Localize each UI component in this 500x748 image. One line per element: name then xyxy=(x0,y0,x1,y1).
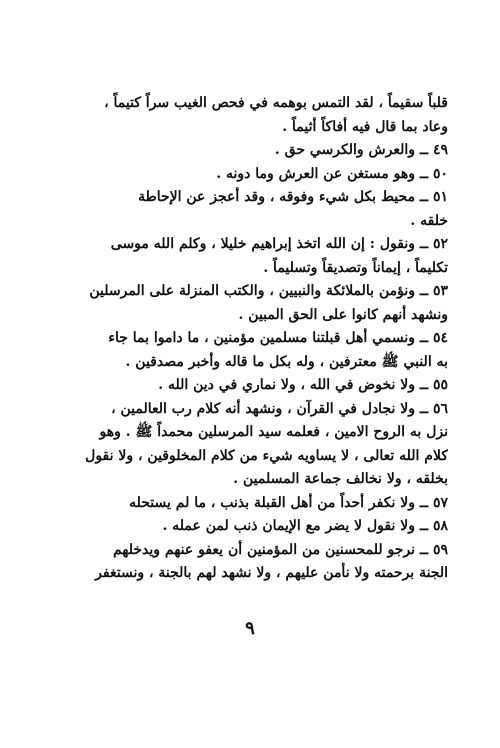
text-line-3: ٤٩ ــ والعرش والكرسي حق . xyxy=(274,142,448,158)
text-line-16: كلام الله تعالى ، لا يساويه شيء من كلام المخلوقين ، ولا نقول xyxy=(85,447,448,464)
page-number: ٩ xyxy=(245,618,255,639)
text-line-13: ٥٥ ــ ولا نخوض في الله ، ولا نماري في دين الله . xyxy=(158,377,448,393)
text-line-20: ٥٩ ــ نرجو للمحسنين من المؤمنين أن يعفو عنهم ويدخلهم xyxy=(112,541,448,558)
text-line-19: ٥٨ ــ ولا نقول لا يضر مع الإيمان ذنب لمن عمله . xyxy=(162,518,448,534)
text-line-21: الجنة برحمته ولا نأمن عليهم ، ولا نشهد لهم بالجنة ، ونستغفر xyxy=(95,565,448,581)
text-line-11: ٥٤ ــ ونسمي أهل قبلتنا مسلمين مؤمنين ، ما داموا بما جاء xyxy=(108,330,448,346)
text-line-8: تكليماً ، إيماناً وتصديقاً وتسليماً . xyxy=(263,259,448,276)
text-line-4: ٥٠ ــ وهو مستغن عن العرش وما دونه . xyxy=(216,165,448,182)
text-line-6: خلقه . xyxy=(410,212,448,229)
body-text xyxy=(50,92,448,586)
text-line-5: ٥١ ــ محيط بكل شيء وفوقه ، وقد أعجز عن الإحاطة xyxy=(138,189,448,205)
text-line-2: وعاد بما قال فيه أفاكاً أثيماً . xyxy=(282,118,448,135)
text-line-1: قلباً سقيماً ، لقد التمس بوهمه في فحص الغيب سراً كتيماً ، xyxy=(104,95,448,111)
text-line-17: بخلقه ، ولا نخالف جماعة المسلمين . xyxy=(233,471,448,487)
text-line-18: ٥٧ ــ ولا نكفر أحداً من أهل القبلة بذنب ، ما لم يستحله xyxy=(129,494,448,511)
text-line-12: به النبي ﷺ معترفين ، وله بكل ما قاله وأخبر مصدقين . xyxy=(125,353,448,370)
text-line-10: ونشهد أنهم كانوا على الحق المبين . xyxy=(238,306,448,323)
text-line-14: ٥٦ ــ ولا نجادل في القرآن ، ونشهد أنه كلام رب العالمين ، xyxy=(111,400,448,417)
text-line-15: نزل به الروح الامين ، فعلمه سيد المرسلين محمداً ﷺ . وهو xyxy=(99,424,448,440)
text-line-7: ٥٢ ــ ونقول : إن الله اتخذ إبراهيم خليلا ، وكلم الله موسى xyxy=(110,236,448,252)
text-line-9: ٥٣ ــ ونؤمن بالملائكة والنبيين ، والكتب المنزلة على المرسلين xyxy=(89,283,448,299)
